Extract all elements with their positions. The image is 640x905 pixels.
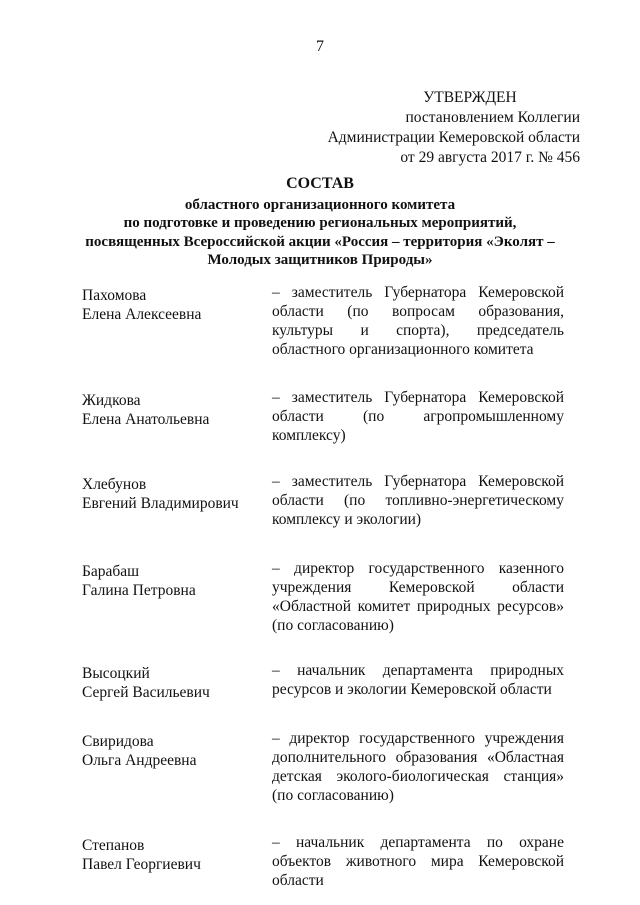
member-row bbox=[82, 833, 564, 890]
member-role: – заместитель Губернатора Кемеровской области (по агропромышленному комплексу) bbox=[272, 389, 564, 444]
member-row bbox=[82, 472, 564, 529]
member-role: – заместитель Губернатора Кемеровской области (по вопросам образования, культуры и спорта), председатель областного организационного комитета bbox=[272, 284, 564, 358]
member-role: – заместитель Губернатора Кемеровской области (по топливно-энергетическому комплексу и экологии) bbox=[272, 473, 564, 528]
member-given-name: Павел Георгиевич bbox=[82, 856, 201, 873]
member-name bbox=[82, 833, 272, 890]
member-row bbox=[82, 559, 564, 635]
member-name bbox=[82, 559, 272, 635]
member-row bbox=[82, 661, 564, 702]
member-role: – начальник департамента природных ресурсов и экологии Кемеровской области bbox=[272, 662, 564, 698]
member-given-name: Евгений Владимирович bbox=[82, 495, 239, 512]
heading-line-4: Молодых защитников Природы» bbox=[207, 252, 433, 268]
member-given-name: Елена Анатольевна bbox=[82, 411, 210, 428]
approval-block bbox=[320, 88, 580, 168]
member-name bbox=[82, 388, 272, 445]
member-given-name: Ольга Андреевна bbox=[82, 752, 197, 769]
member-surname: Барабаш bbox=[82, 563, 140, 580]
heading-line-3: посвященных Всероссийской акции «Россия – территория «Эколят – bbox=[85, 233, 555, 250]
heading-line-2: по подготовке и проведению региональных мероприятий, bbox=[123, 215, 517, 231]
heading-line-1: областного организационного комитета bbox=[184, 196, 456, 213]
member-row bbox=[82, 729, 564, 805]
member-given-name: Галина Петровна bbox=[82, 582, 196, 599]
approval-date: от 29 августа 2017 г. № 456 bbox=[400, 149, 580, 166]
member-surname: Степанов bbox=[82, 837, 145, 854]
member-name bbox=[82, 729, 272, 805]
member-surname: Жидкова bbox=[82, 392, 141, 409]
approval-authority: Администрации Кемеровской области bbox=[327, 129, 580, 146]
member-surname: Пахомова bbox=[82, 287, 147, 304]
member-row bbox=[82, 388, 564, 445]
member-surname: Хлебунов bbox=[82, 476, 147, 493]
member-name bbox=[82, 283, 272, 359]
page-number: 7 bbox=[316, 38, 324, 55]
member-given-name: Сергей Васильевич bbox=[82, 684, 210, 701]
document-heading bbox=[60, 175, 580, 270]
member-list bbox=[82, 283, 564, 890]
member-surname: Высоцкий bbox=[82, 665, 150, 682]
member-name bbox=[82, 661, 272, 702]
heading-title: СОСТАВ bbox=[286, 175, 354, 192]
approval-decree: постановлением Коллегии bbox=[405, 109, 580, 126]
member-surname: Свиридова bbox=[82, 733, 154, 750]
member-role: – директор государственного учреждения дополнительного образования «Областная детская эколого-биологическая станция» (по согласованию) bbox=[272, 730, 564, 804]
member-row bbox=[82, 283, 564, 359]
approved-label: УТВЕРЖДЕН bbox=[423, 89, 517, 106]
member-given-name: Елена Алексеевна bbox=[82, 306, 202, 323]
member-name bbox=[82, 472, 272, 529]
member-role: – начальник департамента по охране объектов животного мира Кемеровской области bbox=[272, 834, 564, 889]
member-role: – директор государственного казенного учреждения Кемеровской области «Областной комитет природных ресурсов» (по согласованию) bbox=[272, 560, 564, 634]
